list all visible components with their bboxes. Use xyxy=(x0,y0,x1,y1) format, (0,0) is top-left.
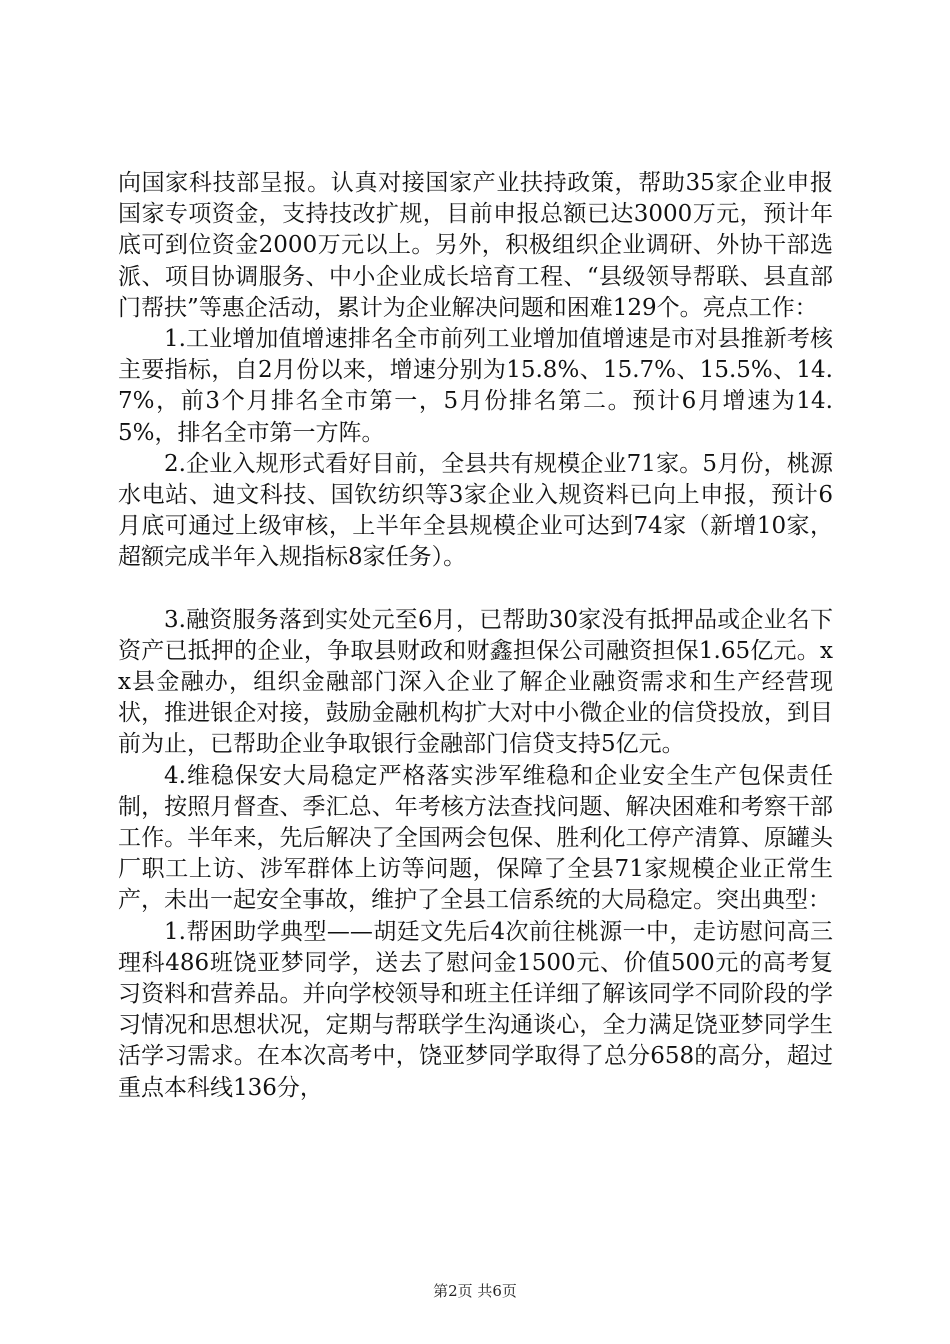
paragraph-gap xyxy=(118,574,833,605)
paragraph-highlight-3: 3.融资服务落到实处元至6月，已帮助30家没有抵押品或企业名下资产已抵押的企业，争取县财政和财鑫担保公司融资担保1.65亿元。xx县金融办，组织金融部门深入企业了解企业融资需求和生产经营现状，推进银企对接，鼓励金融机构扩大对中小微企业的信贷投放，到目前为止，已帮助企业争取银行金融部门信贷支持5亿元。 xyxy=(118,606,833,758)
paragraph-highlight-1: 1.工业增加值增速排名全市前列工业增加值增速是市对县推新考核主要指标，自2月份以来，增速分别为15.8%、15.7%、15.5%、14.7%，前3个月排名全市第一，5月份排名第二。预计6月增速为14.5%，排名全市第一方阵。 xyxy=(118,326,833,446)
document-body xyxy=(118,168,833,1104)
page-footer: 第2页 共6页 xyxy=(433,1282,517,1300)
paragraph-typical-1: 1.帮困助学典型——胡廷文先后4次前往桃源一中，走访慰问高三理科486班饶亚梦同学，送去了慰问金1500元、价值500元的高考复习资料和营养品。并向学校领导和班主任详细了解该同学不同阶段的学习情况和思想状况，定期与帮联学生沟通谈心，全力满足饶亚梦同学生活学习需求。在本次高考中，饶亚梦同学取得了总分658的高分，超过重点本科线136分， xyxy=(118,918,833,1101)
paragraph-highlight-2: 2.企业入规形式看好目前，全县共有规模企业71家。5月份，桃源水电站、迪文科技、国钦纺织等3家企业入规资料已向上申报，预计6月底可通过上级审核，上半年全县规模企业可达到74家（新增10家，超额完成半年入规指标8家任务）。 xyxy=(118,450,833,571)
paragraph-intro: 向国家科技部呈报。认真对接国家产业扶持政策，帮助35家企业申报国家专项资金，支持技改扩规，目前申报总额已达3000万元，预计年底可到位资金2000万元以上。另外，积极组织企业调研、外协干部选派、项目协调服务、中小企业成长培育工程、“县级领导帮联、县直部门帮扶”等惠企活动，累计为企业解决问题和困难129个。亮点工作： xyxy=(118,170,833,321)
paragraph-highlight-4: 4.维稳保安大局稳定严格落实涉军维稳和企业安全生产包保责任制，按照月督查、季汇总、年考核方法查找问题、解决困难和考察干部工作。半年来，先后解决了全国两会包保、胜利化工停产清算、原罐头厂职工上访、涉军群体上访等问题，保障了全县71家规模企业正常生产，未出一起安全事故，维护了全县工信系统的大局稳定。突出典型： xyxy=(118,762,833,914)
